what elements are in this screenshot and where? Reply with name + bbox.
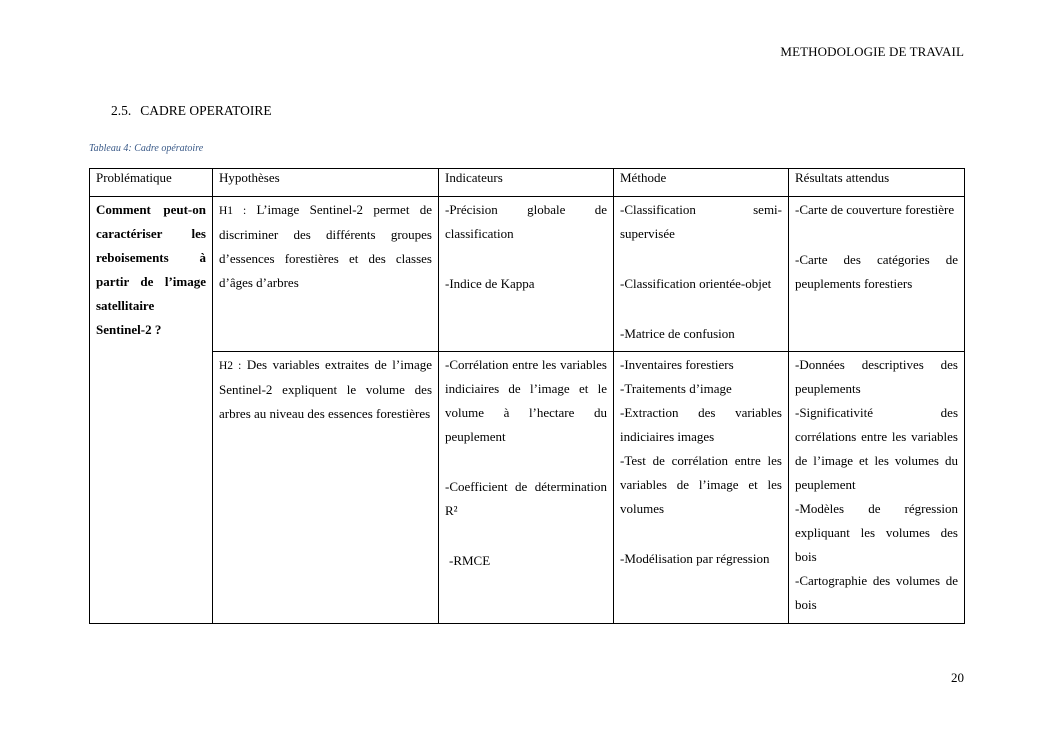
- column-header-problematique: Problématique: [90, 169, 213, 197]
- problematique-line: caractériser les: [96, 226, 206, 241]
- hypothesis-text: L’image Sentinel-2 permet de discriminer des différents groupes d’essences forestières et des classes d’âges d’arbres: [219, 202, 432, 290]
- indicator-item: -Indice de Kappa: [445, 276, 535, 291]
- column-header-indicateurs: Indicateurs: [439, 169, 614, 197]
- page-number: 20: [951, 670, 964, 685]
- result-item: -Carte des catégories de peuplements forestiers: [795, 252, 958, 291]
- cadre-operatoire-table: [89, 168, 965, 624]
- result-item: -Modèles de régression expliquant les volumes des bois: [795, 501, 958, 564]
- column-header-resultats: Résultats attendus: [789, 169, 965, 197]
- indicator-item: -Précision globale de classification: [445, 202, 607, 241]
- column-header-methode: Méthode: [614, 169, 789, 197]
- hypothesis-tag: H1 :: [219, 205, 247, 217]
- method-item: -Classification orientée-objet: [620, 276, 772, 291]
- table-caption: Tableau 4: Cadre opératoire: [89, 143, 204, 154]
- result-item: -Données descriptives des peuplements: [795, 357, 958, 396]
- problematique-cell: [90, 197, 213, 624]
- methode-cell-h2: [614, 352, 789, 624]
- methode-cell-h1: [614, 197, 789, 352]
- section-number: 2.5.: [111, 103, 132, 118]
- resultats-cell-h2: [789, 352, 965, 624]
- method-item: -Inventaires forestiers: [620, 357, 734, 372]
- hypothesis-text: Des variables extraites de l’image Sentinel-2 expliquent le volume des arbres au niveau des essences forestières: [219, 357, 433, 421]
- method-item: -Test de corrélation entre les variables de l’image et les volumes: [620, 453, 782, 516]
- result-item: -Cartographie des volumes de bois: [795, 573, 958, 612]
- indicateurs-cell-h1: [439, 197, 614, 352]
- section-title: CADRE OPERATOIRE: [140, 103, 272, 118]
- hypothesis-cell-h1: [213, 197, 439, 352]
- method-item: -Extraction des variables indiciaires images: [620, 405, 782, 444]
- indicator-item: -Coefficient de détermination R²: [445, 479, 607, 518]
- problematique-line: partir de l’image: [96, 274, 206, 289]
- result-item: -Carte de couverture forestière: [795, 202, 955, 217]
- problematique-line: reboisements à: [96, 250, 206, 265]
- indicateurs-cell-h2: [439, 352, 614, 624]
- problematique-line: Comment peut-on: [96, 202, 206, 217]
- hypothesis-tag: H2 :: [219, 360, 242, 372]
- method-item: -Modélisation par régression: [620, 551, 770, 566]
- problematique-line: Sentinel-2 ?: [96, 322, 162, 337]
- running-header: METHODOLOGIE DE TRAVAIL: [780, 44, 964, 59]
- resultats-cell-h1: [789, 197, 965, 352]
- result-item: -Significativité des corrélations entre les variables de l’image et les volumes du peuplement: [795, 405, 958, 492]
- method-item: -Classification semi-supervisée: [620, 202, 782, 241]
- hypothesis-cell-h2: [213, 352, 439, 624]
- table-row: [90, 352, 965, 624]
- table-row: [90, 197, 965, 352]
- table-header-row: [90, 169, 965, 197]
- problematique-line: satellitaire: [96, 298, 155, 313]
- indicator-item: -RMCE: [449, 553, 491, 568]
- column-header-hypotheses: Hypothèses: [213, 169, 439, 197]
- section-heading: [111, 103, 272, 119]
- method-item: -Matrice de confusion: [620, 326, 735, 341]
- indicator-item: -Corrélation entre les variables indiciaires de l’image et le volume à l’hectare du peuplement: [445, 357, 607, 444]
- method-item: -Traitements d’image: [620, 381, 732, 396]
